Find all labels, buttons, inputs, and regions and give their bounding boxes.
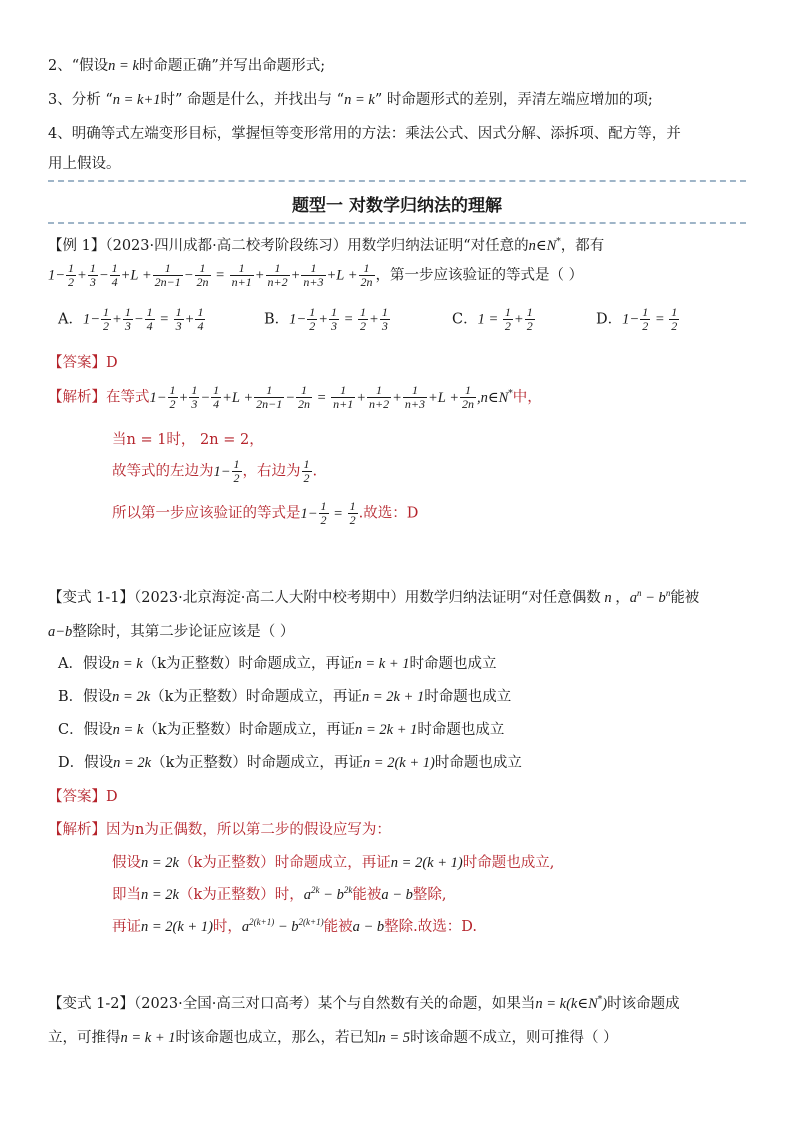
step-2: 2、“假设n = k时命题正确”并写出命题形式;: [48, 58, 326, 74]
v11-option-d[interactable]: D．假设n = 2k（k为正整数）时命题成立，再证n = 2(k + 1)时命题也成立: [58, 755, 522, 771]
v12-stem-cont: 立，可推得n = k + 1时该命题也成立，那么，若已知n = 5时该命题不成立，则可推得（ ）: [48, 1030, 618, 1046]
v11-analysis-4: 再证n = 2(k + 1)时，$a^{2(k+1)} - b^{2(k+1)}$能被a − b整除.故选：D.: [112, 917, 477, 935]
ex1-answer: 【答案】D: [48, 355, 118, 371]
section-title: 题型一 对数学归纳法的理解: [292, 196, 502, 216]
ex1-stem: 【例 1】（2023·四川成都·高二校考阶段练习）用数学归纳法证明“对任意的n∈N*，都有: [48, 237, 605, 254]
v11-analysis-3: 即当n = 2k（k为正整数）时，$a^{2k} - b^{2k}$能被a − b整除,: [112, 885, 447, 903]
v11-answer: 【答案】D: [48, 789, 118, 805]
v11-stem-cont: a−b整除时，其第二步论证应该是（ ）: [48, 624, 295, 640]
ex1-analysis-1: 【解析】在等式1− $\frac{1}{2}$ + $\frac{1}{3}$ − $\frac{1}{4}$ +L + $\frac{1}{2n-1}$ − $\frac{1}{2n}$ = $\frac{1}{n+1}$ + $\frac{1}{n+2}$ + $\frac{1}{n+3}$ +L + $\frac{1}{2n}$ ,n∈N*中，: [48, 383, 542, 411]
v11-option-a[interactable]: A．假设n = k（k为正整数）时命题成立，再证n = k + 1时命题也成立: [58, 656, 497, 672]
ex1-analysis-4: 所以第一步应该验证的等式是1− $\frac{1}{2}$ = $\frac{1}{2}$ .故选：D: [112, 499, 419, 527]
v11-option-c[interactable]: C．假设n = k（k为正整数）时命题成立，再证n = 2k + 1时命题也成立: [58, 722, 505, 738]
ex1-option-c[interactable]: C．1 = $\frac{1}{2}$ + $\frac{1}{2}$: [452, 305, 533, 333]
ex1-analysis-3: 故等式的左边为1− $\frac{1}{2}$ ，右边为 $\frac{1}{2}$ .: [112, 457, 318, 485]
divider-top: [48, 180, 746, 182]
divider-bottom: [48, 222, 746, 224]
ex1-option-a[interactable]: A．1− $\frac{1}{2}$ + $\frac{1}{3}$ − $\frac{1}{4}$ = $\frac{1}{3}$ + $\frac{1}{4}$: [58, 305, 204, 333]
ex1-option-b[interactable]: B．1− $\frac{1}{2}$ + $\frac{1}{3}$ = $\frac{1}{2}$ + $\frac{1}{3}$: [264, 305, 388, 333]
ex1-analysis-2: 当n = 1时， 2n = 2，: [112, 432, 264, 448]
v12-stem: 【变式 1-2】（2023·全国·高三对口高考）某个与自然数有关的命题，如果当n = k(k∈N*)时该命题成: [48, 995, 680, 1012]
ex1-equation: 1− $\frac{1}{2}$ + $\frac{1}{3}$ − $\frac{1}{4}$ +L + $\frac{1}{2n-1}$ − $\frac{1}{2n}$ = $\frac{1}{n+1}$ + $\frac{1}{n+2}$ + $\frac{1}{n+3}$ +L + $\frac{1}{2n}$ ，第一步应该验证的等式是（ ）: [48, 261, 584, 289]
step-3: 3、分析 “n = k+1时” 命题是什么，并找出与 “n = k” 时命题形式的差别，弄清左端应增加的项;: [48, 92, 653, 108]
v11-option-b[interactable]: B．假设n = 2k（k为正整数）时命题成立，再证n = 2k + 1时命题也成立: [58, 689, 512, 705]
step-4: 4、明确等式左端变形目标，掌握恒等变形常用的方法：乘法公式、因式分解、添拆项、配方等，并: [48, 126, 681, 142]
ex1-option-d[interactable]: D．1− $\frac{1}{2}$ = $\frac{1}{2}$: [596, 305, 678, 333]
v11-analysis-1: 【解析】因为n为正偶数，所以第二步的假设应写为：: [48, 822, 391, 838]
v11-analysis-2: 假设n = 2k（k为正整数）时命题成立，再证n = 2(k + 1)时命题也成立,: [112, 855, 555, 871]
v11-stem: 【变式 1-1】（2023·北京海淀·高二人大附中校考期中）用数学归纳法证明“对任意偶数 n ，$a^n - b^n$能被: [48, 588, 700, 606]
step-4-cont: 用上假设。: [48, 156, 121, 172]
